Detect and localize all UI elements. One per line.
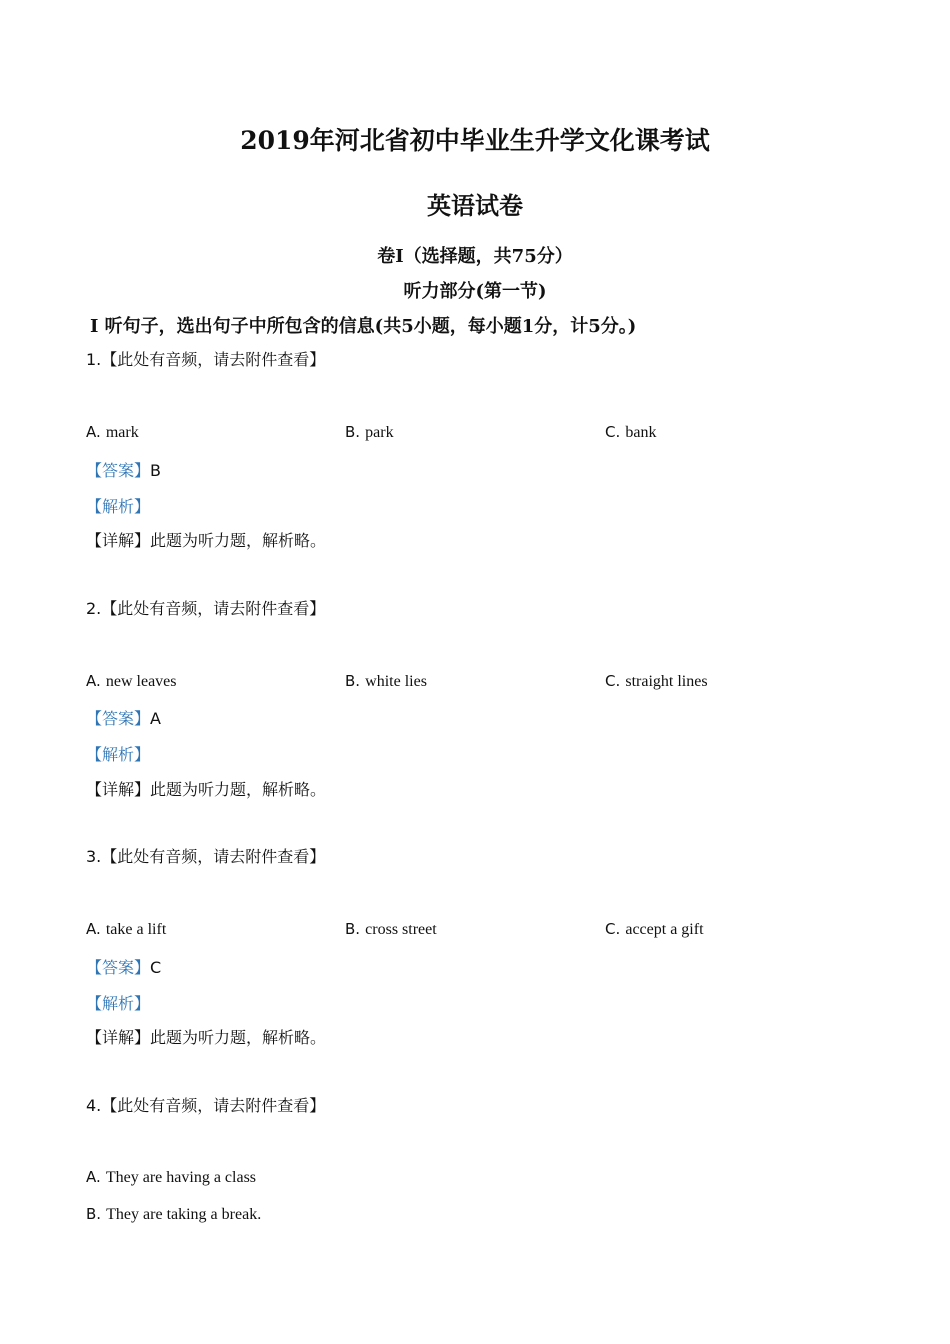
- document-subtitle: 英语试卷: [427, 191, 523, 220]
- audio-note: 【此处有音频，请去附件查看】: [101, 1096, 326, 1115]
- analysis-tag-3: 【解析】: [86, 994, 151, 1013]
- section-instruction: Ⅰ 听句子，选出句子中所包含的信息(共5小题，每小题1分，计5分。): [90, 316, 637, 337]
- part-heading: 听力部分(第一节): [403, 281, 547, 302]
- question-3: [86, 844, 325, 867]
- option-text: white lies: [365, 673, 427, 690]
- option-letter: A.: [86, 920, 101, 938]
- option-letter: C.: [605, 920, 621, 938]
- option-text: mark: [105, 424, 139, 441]
- option-1-b: [345, 422, 394, 442]
- option-letter: B.: [345, 423, 361, 441]
- audio-note: 【此处有音频，请去附件查看】: [101, 350, 326, 369]
- question-4: [86, 1093, 325, 1116]
- analysis-tag-1: 【解析】: [86, 497, 151, 516]
- volume-heading: 卷Ⅰ（选择题，共75分）: [377, 246, 573, 267]
- option-2-c: [605, 671, 708, 691]
- answer-value: A: [150, 709, 161, 728]
- audio-note: 【此处有音频，请去附件查看】: [101, 599, 326, 618]
- question-1: [86, 347, 325, 370]
- answer-value: C: [150, 958, 162, 977]
- option-4-a: [86, 1167, 256, 1187]
- audio-note: 【此处有音频，请去附件查看】: [101, 847, 326, 866]
- answer-tag: 【答案】: [86, 461, 151, 480]
- option-2-a: [86, 671, 177, 691]
- option-4-b: [86, 1204, 261, 1224]
- option-letter: B.: [345, 920, 361, 938]
- option-text: They are taking a break.: [106, 1206, 262, 1223]
- option-letter: C.: [605, 672, 621, 690]
- option-text: take a lift: [105, 921, 167, 938]
- question-number: 1.: [86, 350, 102, 369]
- option-letter: A.: [86, 423, 101, 441]
- answer-tag: 【答案】: [86, 958, 151, 977]
- option-letter: A.: [86, 1168, 101, 1186]
- question-number: 2.: [86, 599, 102, 618]
- option-letter: B.: [345, 672, 361, 690]
- option-2-b: [345, 671, 427, 691]
- option-text: bank: [625, 424, 657, 441]
- answer-1: [86, 458, 161, 481]
- option-1-a: [86, 422, 139, 442]
- option-3-a: [86, 919, 166, 939]
- option-letter: B.: [86, 1205, 102, 1223]
- option-3-b: [345, 919, 437, 939]
- option-text: new leaves: [105, 673, 177, 690]
- question-2: [86, 596, 325, 619]
- option-text: cross street: [365, 921, 437, 938]
- answer-value: B: [150, 461, 161, 480]
- answer-2: [86, 706, 161, 729]
- option-text: accept a gift: [625, 921, 704, 938]
- answer-tag: 【答案】: [86, 709, 151, 728]
- answer-3: [86, 955, 161, 978]
- document-title: 2019年河北省初中毕业生升学文化课考试: [240, 126, 710, 155]
- question-number: 4.: [86, 1096, 102, 1115]
- option-text: straight lines: [625, 673, 708, 690]
- option-1-c: [605, 422, 656, 442]
- option-letter: C.: [605, 423, 621, 441]
- detail-2: 【详解】此题为听力题，解析略。: [86, 780, 327, 799]
- option-letter: A.: [86, 672, 101, 690]
- option-3-c: [605, 919, 704, 939]
- detail-1: 【详解】此题为听力题，解析略。: [86, 531, 327, 550]
- option-text: park: [365, 424, 394, 441]
- option-text: They are having a class: [105, 1169, 257, 1186]
- analysis-tag-2: 【解析】: [86, 745, 151, 764]
- question-number: 3.: [86, 847, 102, 866]
- detail-3: 【详解】此题为听力题，解析略。: [86, 1028, 327, 1047]
